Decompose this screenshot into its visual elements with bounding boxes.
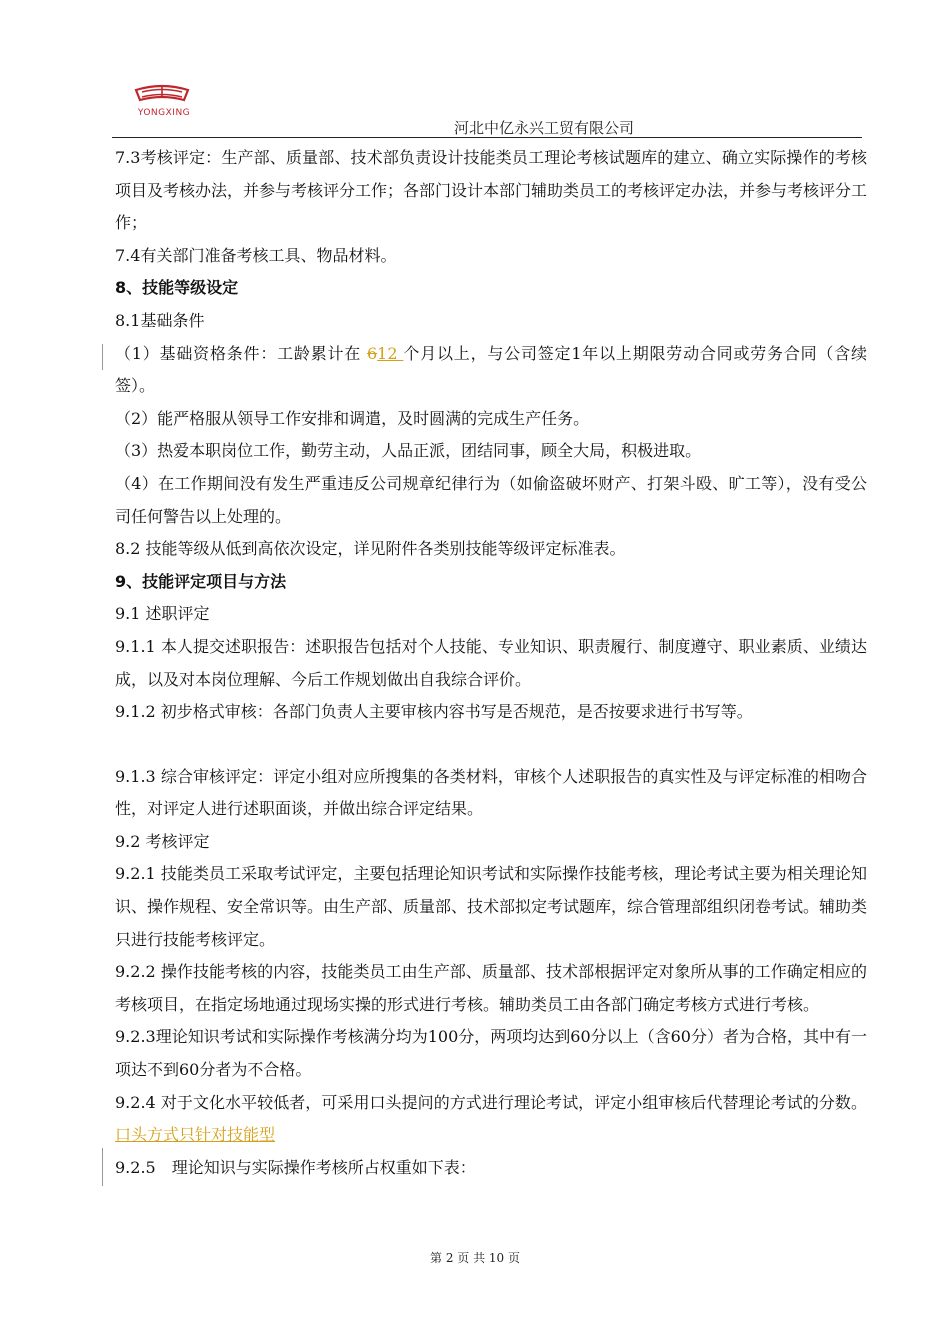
paragraph-8-2: 8.2 技能等级从低到高依次设定，详见附件各类别技能等级评定标准表。 xyxy=(115,539,626,559)
paragraph-9-2-3: 9.2.3理论知识考试和实际操作考核满分均为100分，两项均达到60分以上（含60分）者为合格，其中有一项达不到60分者为不合格。 xyxy=(115,1027,867,1080)
subheading-9-1: 9.1 述职评定 xyxy=(115,604,210,624)
paragraph-9-2-5: 9.2.5 理论知识与实际操作考核所占权重如下表： xyxy=(115,1157,476,1177)
paragraph-9-1-2: 9.1.2 初步格式审核：各部门负责人主要审核内容书写是否规范，是否按要求进行书写等。 xyxy=(115,702,753,722)
paragraph-7-3: 7.3考核评定：生产部、质量部、技术部负责设计技能类员工理论考核试题库的建立、确立实际操作的考核项目及考核办法，并参与考核评分工作；各部门设计本部门辅助类员工的考核评定办法，并参与考核评分工作； xyxy=(115,148,868,233)
paragraph-9-2-1: 9.2.1 技能类员工采取考试评定，主要包括理论知识考试和实际操作技能考核，理论考试主要为相关理论知识、操作规程、安全常识等。由生产部、质量部、技术部拟定考试题库，综合管理部组织闭卷考试。辅助类只进行技能考核评定。 xyxy=(115,864,868,949)
paragraph-9-1-3: 9.1.3 综合审核评定：评定小组对应所搜集的各类材料，审核个人述职报告的真实性及与评定标准的相吻合性，对评定人进行述职面谈，并做出综合评定结果。 xyxy=(115,766,867,819)
section-heading-9: 9、技能评定项目与方法 xyxy=(115,571,287,591)
section-heading-8: 8、技能等级设定 xyxy=(115,278,239,298)
page-footer: 第 2 页 共 10 页 xyxy=(430,1251,520,1265)
company-name: 河北中亿永兴工贸有限公司 xyxy=(453,119,634,137)
paragraph-7-4: 7.4有关部门准备考核工具、物品材料。 xyxy=(115,245,397,265)
paragraph-8-1-4: （4）在工作期间没有发生严重违反公司规章纪律行为（如偷盗破坏财产、打架斗殴、旷工等），没有受公司任何警告以上处理的。 xyxy=(115,473,867,526)
document-body xyxy=(115,142,867,1184)
company-logo xyxy=(128,80,196,122)
paragraph-8-1-3: （3）热爱本职岗位工作，勤劳主动，人品正派，团结同事，顾全大局，积极进取。 xyxy=(115,441,702,461)
header-divider xyxy=(112,137,862,138)
subheading-8-1: 8.1基础条件 xyxy=(115,310,205,330)
paragraph-8-1-1 xyxy=(115,338,867,403)
paragraph-9-2-4 xyxy=(115,1087,867,1152)
revision-change-bar xyxy=(102,1148,103,1186)
paragraph-9-2-2: 9.2.2 操作技能考核的内容，技能类员工由生产部、质量部、技术部根据评定对象所从事的工作确定相应的考核项目，在指定场地通过现场实操的形式进行考核。辅助类员工由各部门确定考核方式进行考核。 xyxy=(115,962,867,1014)
paragraph-9-1-1: 9.1.1 本人提交述职报告：述职报告包括对个人技能、专业知识、职责履行、制度遵守、职业素质、业绩达成，以及对本岗位理解、今后工作规划做出自我综合评价。 xyxy=(115,636,867,689)
tracked-insertion[interactable]: 口头方式只针对技能型 xyxy=(115,1125,276,1145)
logo-wordmark: YONGXING xyxy=(137,108,191,118)
paragraph-8-1-2: （2）能严格服从领导工作安排和调遣，及时圆满的完成生产任务。 xyxy=(115,408,590,428)
tracked-deletion[interactable]: 6 xyxy=(366,343,378,363)
paragraph-text: 个月以上，与公司签定1年以上期限劳动合同或劳务合同（含续签）。 xyxy=(115,343,867,396)
paragraph-text: （1）基础资格条件：工龄累计在 xyxy=(115,343,367,363)
paragraph-text: 9.2.4 对于文化水平较低者，可采用口头提问的方式进行理论考试，评定小组审核后代替理论考试的分数。 xyxy=(115,1092,867,1112)
yongxing-logo-icon xyxy=(132,84,192,106)
revision-change-bar xyxy=(102,344,103,370)
subheading-9-2: 9.2 考核评定 xyxy=(115,831,210,851)
tracked-insertion[interactable]: 12 xyxy=(377,343,404,363)
